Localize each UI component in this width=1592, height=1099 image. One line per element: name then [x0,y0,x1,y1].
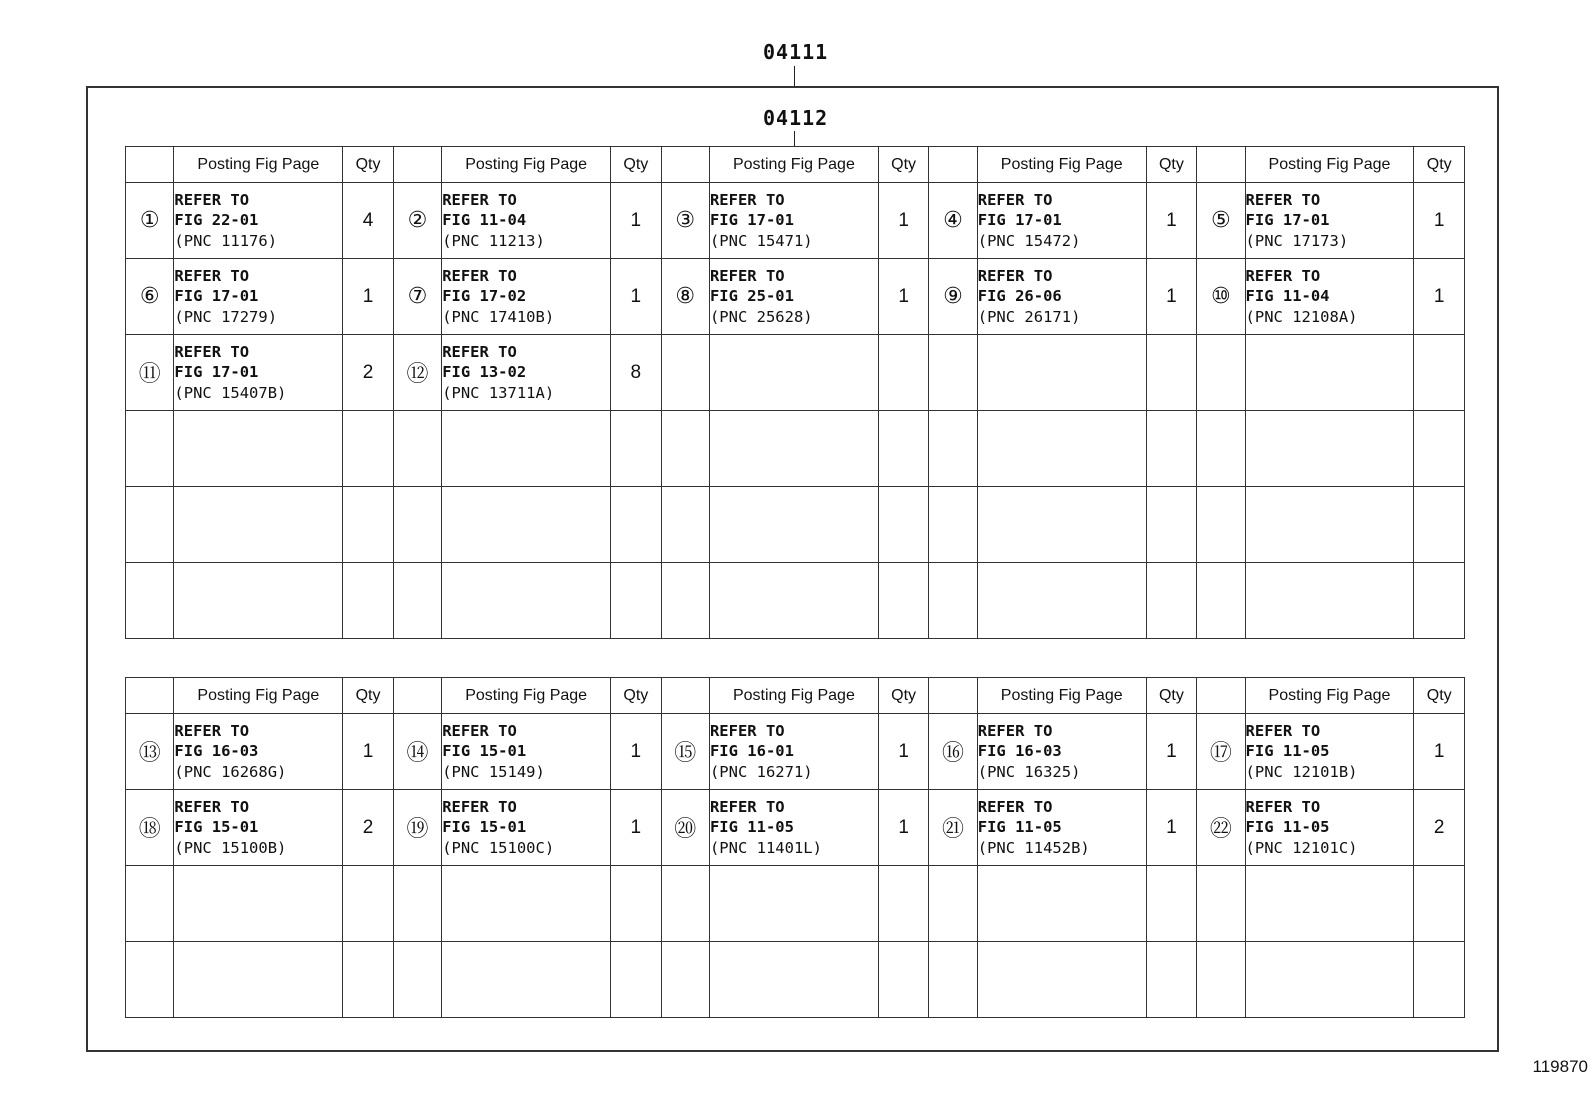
callout-number [126,563,174,639]
callout-number: ㉑ [929,790,977,866]
header-posting-fig-page: Posting Fig Page [1245,147,1414,183]
quantity-cell: 1 [611,259,661,335]
pnc-reference: (PNC 12101C) [1245,838,1358,857]
header-qty: Qty [611,147,661,183]
header-qty: Qty [1414,147,1465,183]
header-qty: Qty [1146,147,1196,183]
refer-to-text: REFER TO [709,266,785,285]
fig-reference: FIG 17-01 [1245,211,1330,230]
refer-to-text: REFER TO [174,797,250,816]
table-row [126,487,1465,563]
fig-reference: FIG 11-05 [1245,742,1330,761]
quantity-cell [1146,487,1196,563]
quantity-cell [1414,563,1465,639]
header-number-cell [661,147,709,183]
pnc-reference: (PNC 17410B) [442,307,555,326]
quantity-cell: 1 [878,183,928,259]
header-number-cell [126,678,174,714]
header-number-cell [1197,678,1245,714]
quantity-cell [878,563,928,639]
table-row [126,335,1465,411]
pnc-reference: (PNC 11452B) [977,838,1090,857]
quantity-cell: 1 [343,259,393,335]
quantity-cell [1414,335,1465,411]
reference-cell [1245,942,1414,1018]
quantity-cell [878,487,928,563]
table-row [126,866,1465,942]
fig-reference: FIG 11-05 [1245,818,1330,837]
fig-reference: FIG 17-01 [709,211,794,230]
quantity-cell [611,942,661,1018]
refer-to-text: REFER TO [442,721,517,740]
reference-cell [442,183,611,259]
pnc-reference: (PNC 11176) [174,231,278,250]
reference-cell [977,183,1146,259]
fig-reference: FIG 16-01 [709,742,794,761]
callout-number: ⑪ [126,335,174,411]
header-qty: Qty [611,678,661,714]
callout-number: ⑥ [126,259,174,335]
fig-reference: FIG 11-05 [709,818,794,837]
fig-reference: FIG 17-01 [977,211,1062,230]
callout-number: ① [126,183,174,259]
header-qty: Qty [878,147,928,183]
callout-number [929,563,977,639]
fig-reference: FIG 15-01 [174,818,259,837]
quantity-cell: 2 [1414,790,1465,866]
quantity-cell [1414,487,1465,563]
refer-to-text: REFER TO [174,342,250,361]
reference-cell [977,259,1146,335]
quantity-cell [878,942,928,1018]
header-number-cell [393,147,441,183]
callout-number [393,411,441,487]
callout-number: ⑮ [661,714,709,790]
table-row [126,183,1465,259]
callout-number [1197,866,1245,942]
callout-number: ⑫ [393,335,441,411]
reference-cell [174,790,343,866]
callout-number: ⑲ [393,790,441,866]
pnc-reference: (PNC 25628) [709,307,813,326]
callout-number: ⑧ [661,259,709,335]
fig-reference: FIG 15-01 [442,742,527,761]
refer-to-text: REFER TO [174,190,250,209]
header-number-cell [1197,147,1245,183]
callout-number: ② [393,183,441,259]
reference-cell [709,259,878,335]
refer-to-text: REFER TO [1245,721,1321,740]
pnc-reference: (PNC 16271) [709,762,813,781]
parts-table-lower [125,677,1465,1018]
callout-number [1197,487,1245,563]
reference-cell [977,563,1146,639]
quantity-cell: 4 [343,183,393,259]
reference-cell [709,183,878,259]
reference-cell [442,335,611,411]
refer-to-text: REFER TO [1245,266,1321,285]
pnc-reference: (PNC 13711A) [442,383,555,402]
pnc-reference: (PNC 15472) [977,231,1081,250]
refer-to-text: REFER TO [1245,190,1321,209]
callout-number [929,942,977,1018]
callout-number [661,335,709,411]
callout-number [661,563,709,639]
reference-cell [442,563,611,639]
quantity-cell: 1 [1146,714,1196,790]
refer-to-text: REFER TO [442,342,517,361]
reference-cell [709,335,878,411]
quantity-cell: 2 [343,790,393,866]
fig-reference: FIG 25-01 [709,287,794,306]
reference-cell [977,335,1146,411]
header-posting-fig-page: Posting Fig Page [174,147,343,183]
callout-number [1197,411,1245,487]
table-row [126,563,1465,639]
quantity-cell [1146,563,1196,639]
reference-cell [977,411,1146,487]
fig-reference: FIG 17-01 [174,287,259,306]
reference-cell [1245,259,1414,335]
table-row [126,714,1465,790]
callout-number [393,866,441,942]
callout-number [126,411,174,487]
pnc-reference: (PNC 15100B) [174,838,287,857]
callout-number: ⑳ [661,790,709,866]
reference-cell [442,411,611,487]
reference-cell [1245,183,1414,259]
callout-number [1197,942,1245,1018]
callout-number [393,942,441,1018]
quantity-cell [611,411,661,487]
header-number-cell [661,678,709,714]
refer-to-text: REFER TO [709,797,785,816]
header-number-cell [929,678,977,714]
header-qty: Qty [1414,678,1465,714]
reference-cell [174,942,343,1018]
callout-number [661,411,709,487]
reference-cell [977,790,1146,866]
quantity-cell [343,411,393,487]
refer-to-text: REFER TO [442,266,517,285]
pnc-reference: (PNC 11213) [442,231,545,250]
pnc-reference: (PNC 17173) [1245,231,1349,250]
refer-to-text: REFER TO [174,266,250,285]
pnc-reference: (PNC 15100C) [442,838,555,857]
quantity-cell: 1 [343,714,393,790]
quantity-cell [1146,335,1196,411]
reference-cell [709,714,878,790]
reference-cell [977,714,1146,790]
header-qty: Qty [343,678,393,714]
reference-cell [442,866,611,942]
reference-cell [1245,487,1414,563]
pnc-reference: (PNC 11401L) [709,838,822,857]
callout-number: ⑬ [126,714,174,790]
header-number-cell [929,147,977,183]
reference-cell [174,335,343,411]
quantity-cell: 1 [878,259,928,335]
refer-to-text: REFER TO [977,721,1053,740]
refer-to-text: REFER TO [174,721,250,740]
refer-to-text: REFER TO [442,797,517,816]
reference-cell [1245,866,1414,942]
pnc-reference: (PNC 15149) [442,762,545,781]
callout-number [1197,563,1245,639]
callout-number: ㉒ [1197,790,1245,866]
callout-number: ⑱ [126,790,174,866]
header-posting-fig-page: Posting Fig Page [977,147,1146,183]
refer-to-text: REFER TO [977,190,1053,209]
quantity-cell [1146,866,1196,942]
quantity-cell [1146,411,1196,487]
callout-number: ⑦ [393,259,441,335]
callout-number [393,487,441,563]
fig-reference: FIG 15-01 [442,818,527,837]
quantity-cell: 1 [1146,790,1196,866]
callout-number: ⑩ [1197,259,1245,335]
reference-cell [1245,411,1414,487]
quantity-cell: 1 [1414,714,1465,790]
pnc-reference: (PNC 26171) [977,307,1081,326]
fig-reference: FIG 11-05 [977,818,1062,837]
quantity-cell: 1 [1146,183,1196,259]
header-qty: Qty [343,147,393,183]
quantity-cell [878,866,928,942]
callout-number [393,563,441,639]
reference-cell [174,866,343,942]
callout-number: ⑨ [929,259,977,335]
quantity-cell [1414,866,1465,942]
quantity-cell: 1 [878,790,928,866]
quantity-cell: 1 [611,790,661,866]
header-posting-fig-page: Posting Fig Page [442,147,611,183]
quantity-cell: 1 [1146,259,1196,335]
pnc-reference: (PNC 12101B) [1245,762,1358,781]
callout-number [661,942,709,1018]
quantity-cell: 1 [878,714,928,790]
fig-reference: FIG 26-06 [977,287,1062,306]
table-row [126,942,1465,1018]
callout-number [929,866,977,942]
pnc-reference: (PNC 16325) [977,762,1081,781]
reference-cell [977,487,1146,563]
quantity-cell [1146,942,1196,1018]
quantity-cell [343,563,393,639]
reference-cell [709,411,878,487]
quantity-cell [611,487,661,563]
callout-number [661,866,709,942]
reference-cell [174,411,343,487]
reference-cell [1245,714,1414,790]
fig-reference: FIG 13-02 [442,363,527,382]
callout-number [126,866,174,942]
quantity-cell: 1 [1414,183,1465,259]
reference-cell [709,563,878,639]
header-posting-fig-page: Posting Fig Page [174,678,343,714]
reference-cell [174,183,343,259]
quantity-cell: 2 [343,335,393,411]
callout-number [929,487,977,563]
leader-line-inner [794,131,795,146]
callout-number: ④ [929,183,977,259]
quantity-cell [343,942,393,1018]
reference-cell [442,790,611,866]
callout-number: ⑯ [929,714,977,790]
table-row [126,790,1465,866]
reference-cell [709,487,878,563]
reference-cell [977,942,1146,1018]
pnc-reference: (PNC 17279) [174,307,278,326]
quantity-cell: 1 [611,714,661,790]
header-number-cell [393,678,441,714]
refer-to-text: REFER TO [709,190,785,209]
pnc-reference: (PNC 15471) [709,231,813,250]
quantity-cell [343,866,393,942]
assembly-label-outer: 04111 [763,40,829,64]
callout-number: ③ [661,183,709,259]
fig-reference: FIG 16-03 [174,742,259,761]
header-number-cell [126,147,174,183]
quantity-cell [1414,411,1465,487]
parts-table-upper [125,146,1465,639]
reference-cell [442,259,611,335]
quantity-cell [1414,942,1465,1018]
reference-cell [709,866,878,942]
callout-number [929,335,977,411]
fig-reference: FIG 16-03 [977,742,1062,761]
callout-number [126,942,174,1018]
refer-to-text: REFER TO [709,721,785,740]
fig-reference: FIG 17-02 [442,287,527,306]
quantity-cell [878,411,928,487]
fig-reference: FIG 11-04 [442,211,527,230]
header-qty: Qty [878,678,928,714]
assembly-label-inner: 04112 [763,106,829,130]
header-posting-fig-page: Posting Fig Page [709,678,878,714]
pnc-reference: (PNC 16268G) [174,762,287,781]
leader-line-outer [794,66,795,86]
reference-cell [1245,563,1414,639]
pnc-reference: (PNC 15407B) [174,383,287,402]
quantity-cell [878,335,928,411]
quantity-cell [611,563,661,639]
callout-number [661,487,709,563]
reference-cell [442,714,611,790]
pnc-reference: (PNC 12108A) [1245,307,1358,326]
refer-to-text: REFER TO [442,190,517,209]
fig-reference: FIG 22-01 [174,211,259,230]
header-qty: Qty [1146,678,1196,714]
reference-cell [1245,335,1414,411]
figure-code: 119870 [1532,1057,1588,1076]
header-posting-fig-page: Posting Fig Page [709,147,878,183]
quantity-cell: 8 [611,335,661,411]
header-posting-fig-page: Posting Fig Page [977,678,1146,714]
refer-to-text: REFER TO [977,266,1053,285]
callout-number [1197,335,1245,411]
reference-cell [174,714,343,790]
reference-cell [442,942,611,1018]
header-posting-fig-page: Posting Fig Page [1245,678,1414,714]
callout-number: ⑭ [393,714,441,790]
reference-cell [977,866,1146,942]
quantity-cell [343,487,393,563]
reference-cell [442,487,611,563]
header-posting-fig-page: Posting Fig Page [442,678,611,714]
reference-cell [1245,790,1414,866]
callout-number [929,411,977,487]
refer-to-text: REFER TO [977,797,1053,816]
table-row [126,411,1465,487]
quantity-cell [611,866,661,942]
reference-cell [709,942,878,1018]
callout-number: ⑤ [1197,183,1245,259]
quantity-cell: 1 [611,183,661,259]
fig-reference: FIG 11-04 [1245,287,1330,306]
refer-to-text: REFER TO [1245,797,1321,816]
reference-cell [174,563,343,639]
reference-cell [709,790,878,866]
callout-number [126,487,174,563]
callout-number: ⑰ [1197,714,1245,790]
reference-cell [174,487,343,563]
table-row [126,259,1465,335]
quantity-cell: 1 [1414,259,1465,335]
reference-cell [174,259,343,335]
fig-reference: FIG 17-01 [174,363,259,382]
